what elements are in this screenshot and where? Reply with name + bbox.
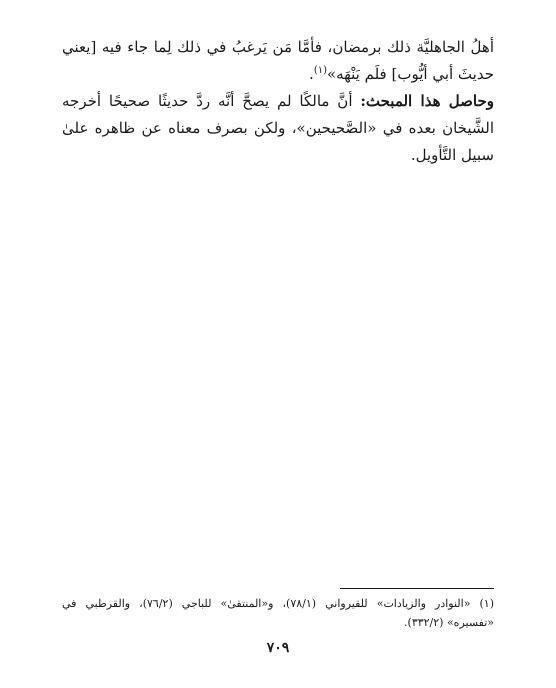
paragraph-2-heading: وحاصل هذا المبحث: xyxy=(360,92,494,110)
footnote-1: (١) «النوادر والزيادات» للقيرواني (٧٨/١)، و«المنتقىٰ» للباجي (٧٦/٢)، والقرطبي في «تفسيره» (٣٣٢/٢). xyxy=(62,597,495,629)
paragraph-1-text: أهلُ الجاهليَّة ذلك برمضان، فأمَّا مَن يَرغبُ في ذلك لِما جاء فيه [يعني حديثَ أبي أيُّوب] فلَم يَنْهَه» xyxy=(62,38,494,83)
main-text xyxy=(62,34,494,169)
paragraph-2 xyxy=(62,88,494,169)
paragraph-2-text: أنَّ مالكًا لم يصحَّ أنَّه ردَّ حديثًا صحيحًا أخرجه الشَّيخان بعده في «الصَّحيحين»، ولكن بصرف معناه عن ظاهره علىٰ سبيل التَّأويل. xyxy=(62,92,494,164)
page-number: ٧٠٩ xyxy=(266,640,290,656)
footnotes xyxy=(62,594,494,632)
footnote-reference-1: (١) xyxy=(313,65,327,76)
footnote-separator xyxy=(340,588,494,589)
paragraph-1 xyxy=(62,34,494,88)
paragraph-1-end: . xyxy=(309,65,314,83)
